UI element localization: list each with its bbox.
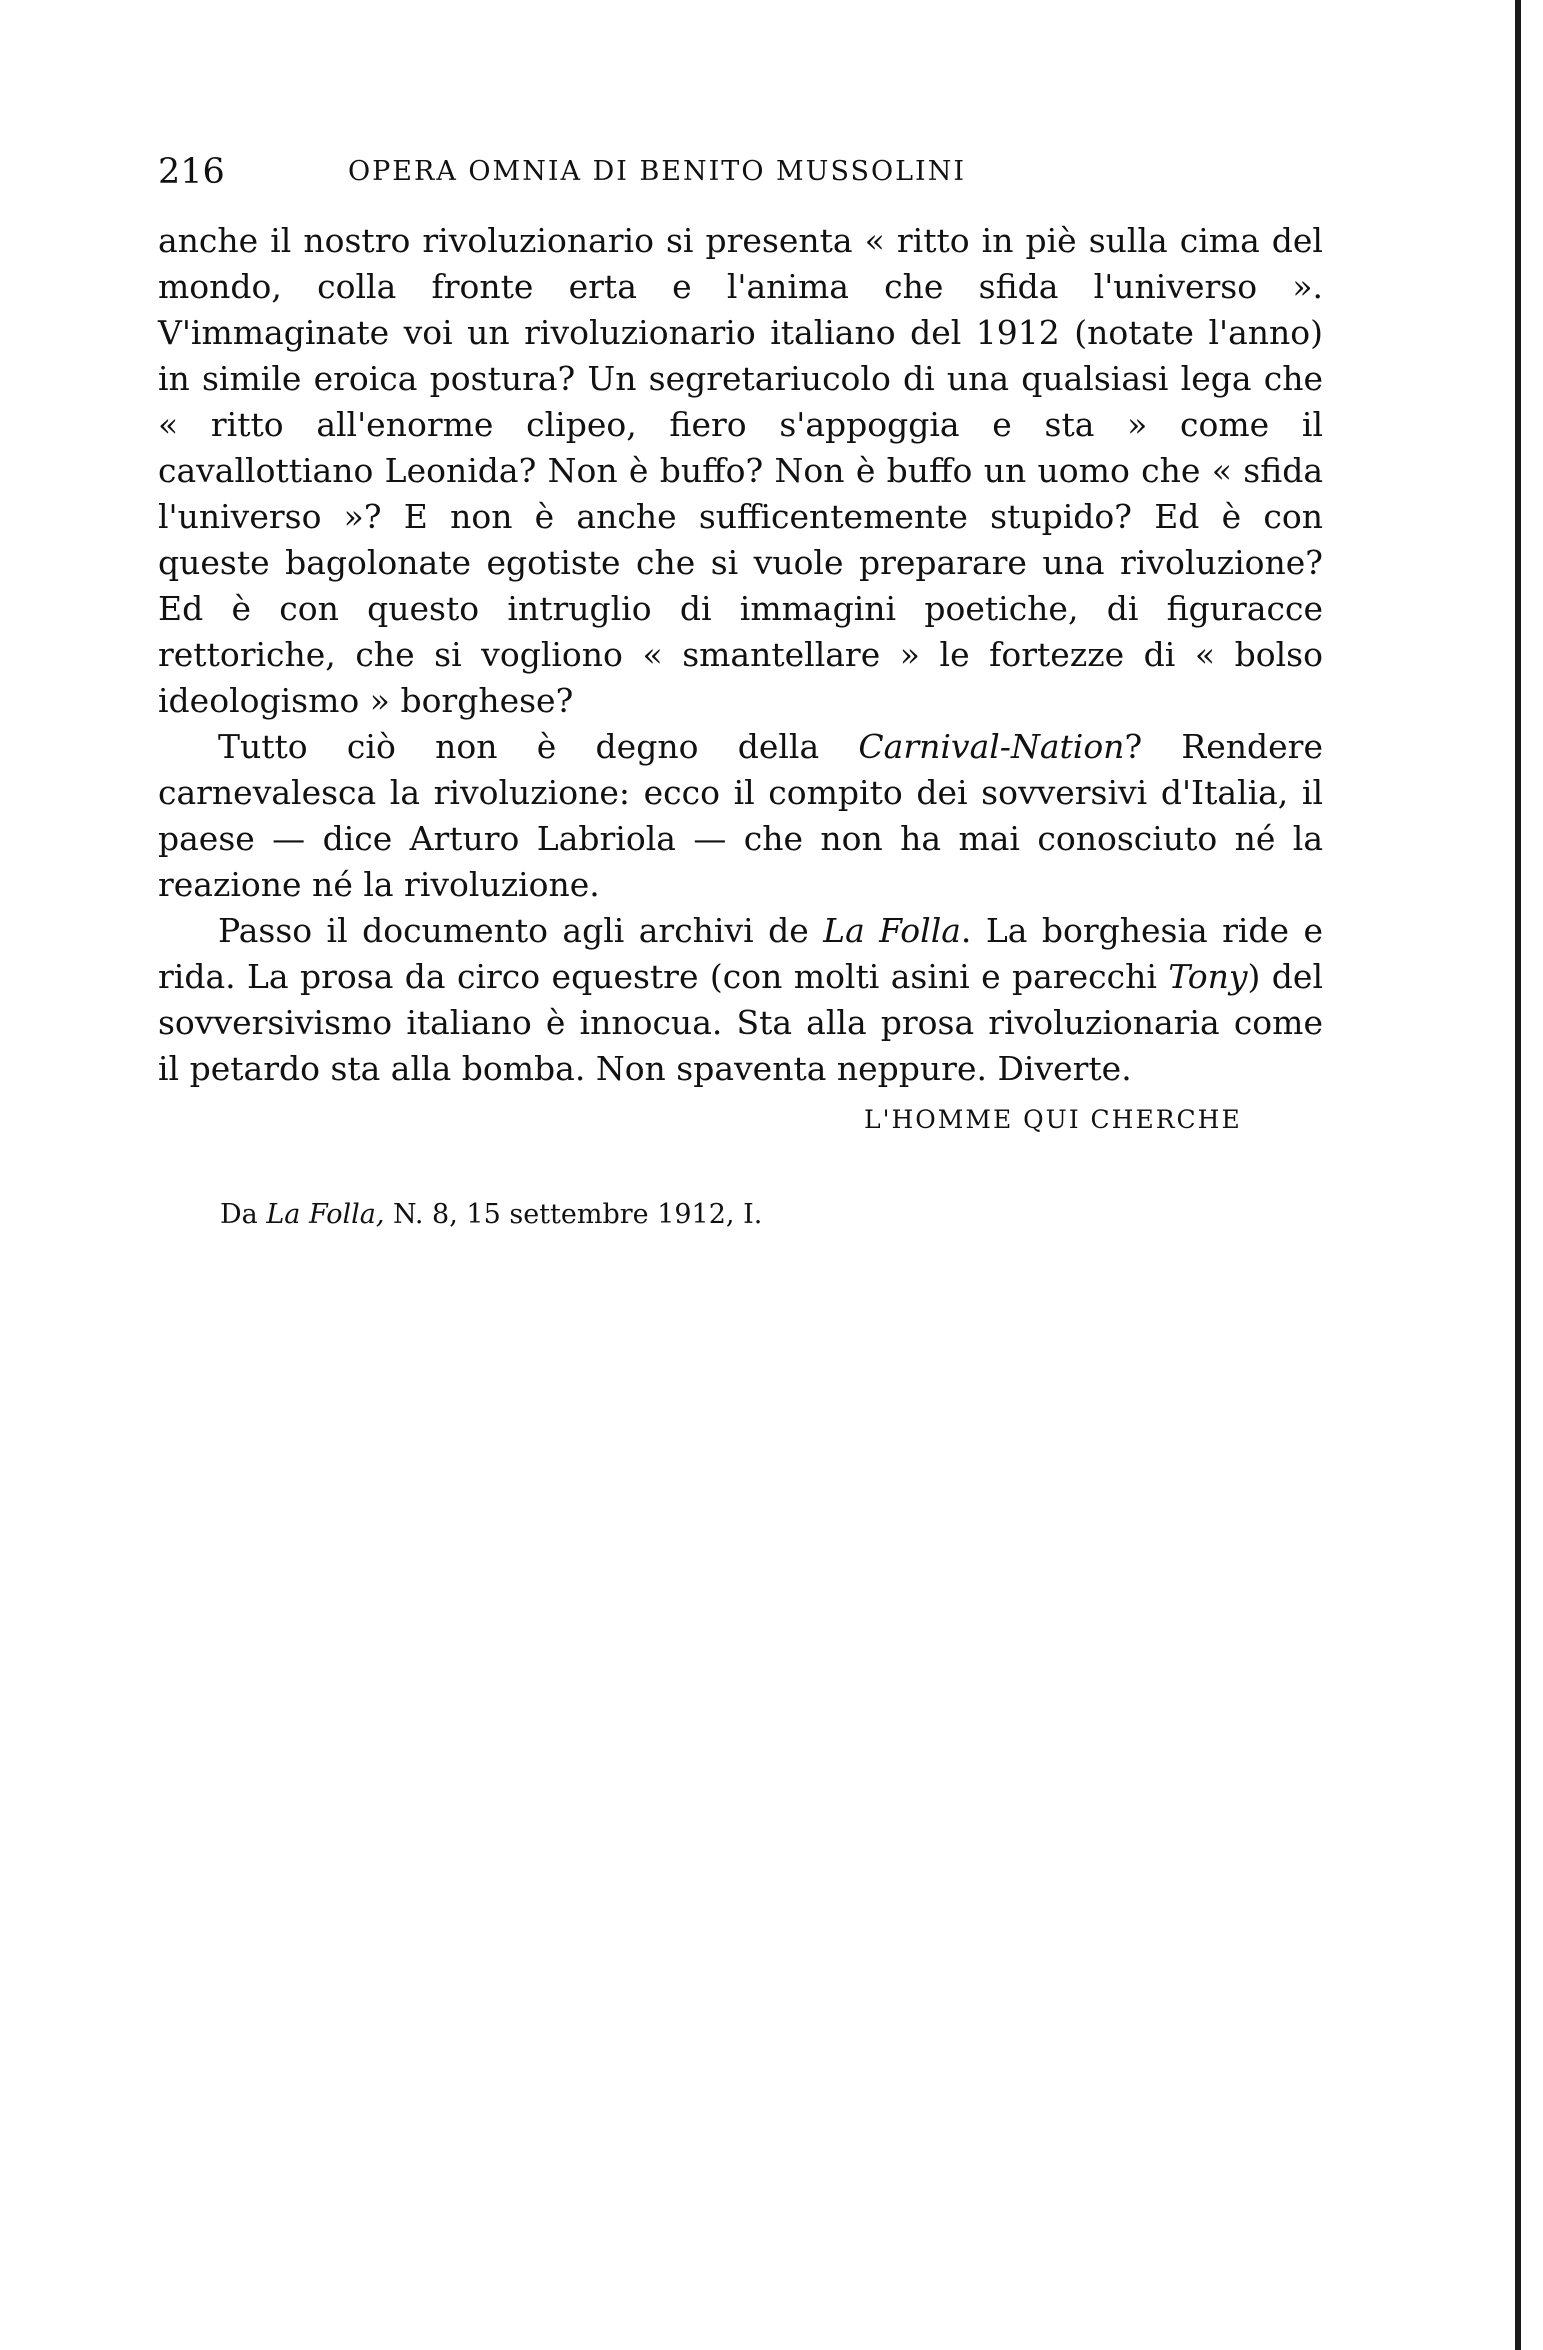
paragraph-3-italic-name: Tony [1168, 957, 1248, 996]
paragraph-3-text-middle: . La borghesia ride e rida. La prosa da circo equestre (con molti asini e parecchi [158, 911, 1324, 996]
author-signature: L'HOMME QUI CHERCHE [864, 1105, 1242, 1134]
paragraph-3 [158, 908, 1323, 1092]
paragraph-2-text-end: ? Rendere carnevalesca la rivoluzione: ecco il compito dei sovversivi d'Italia, il paese — dice Arturo Labriola — che non ha mai conosciuto né la reazione né la rivoluzione. [158, 727, 1323, 904]
paragraph-2-text-start: Tutto ciò non è degno della [218, 727, 859, 766]
page-binding-edge [1515, 0, 1521, 2350]
source-title: La Folla, [266, 1199, 385, 1230]
paragraph-2-italic-term: Carnival-Nation [858, 727, 1125, 766]
paragraph-2 [158, 724, 1323, 908]
page-number: 216 [158, 152, 225, 192]
paragraph-3-text-start: Passo il documento agli archivi de [218, 911, 824, 950]
source-citation [220, 1195, 762, 1235]
paragraph-3-italic-title: La Folla [823, 911, 961, 950]
page-header [158, 150, 1323, 194]
paragraph-3-text-end: ) del sovversivismo italiano è innocua. Sta alla prosa rivoluzionaria come il petardo sta alla bomba. Non spaventa neppure. Diverte. [158, 957, 1324, 1088]
source-details: N. 8, 15 settembre 1912, I. [384, 1199, 763, 1230]
source-prefix: Da [220, 1199, 267, 1230]
article-body [158, 218, 1323, 1092]
paragraph-1: anche il nostro rivoluzionario si presenta « ritto in piè sulla cima del mondo, colla fronte erta e l'anima che sfida l'universo ». V'immaginate voi un rivoluzionario italiano del 1912 (notate l'anno) in simile eroica postura? Un segretariucolo di una qualsiasi lega che « ritto all'enorme clipeo, fiero s'appoggia e sta » come il cavallottiano Leonida? Non è buffo? Non è buffo un uomo che « sfida l'universo »? E non è anche sufficentemente stupido? Ed è con queste bagolonate egotiste che si vuole preparare una rivoluzione? Ed è con questo intruglio di immagini poetiche, di figuracce rettoriche, che si vogliono « smantellare » le fortezze di « bolso ideologismo » borghese? [158, 221, 1323, 720]
running-title: OPERA OMNIA DI BENITO MUSSOLINI [348, 156, 966, 187]
